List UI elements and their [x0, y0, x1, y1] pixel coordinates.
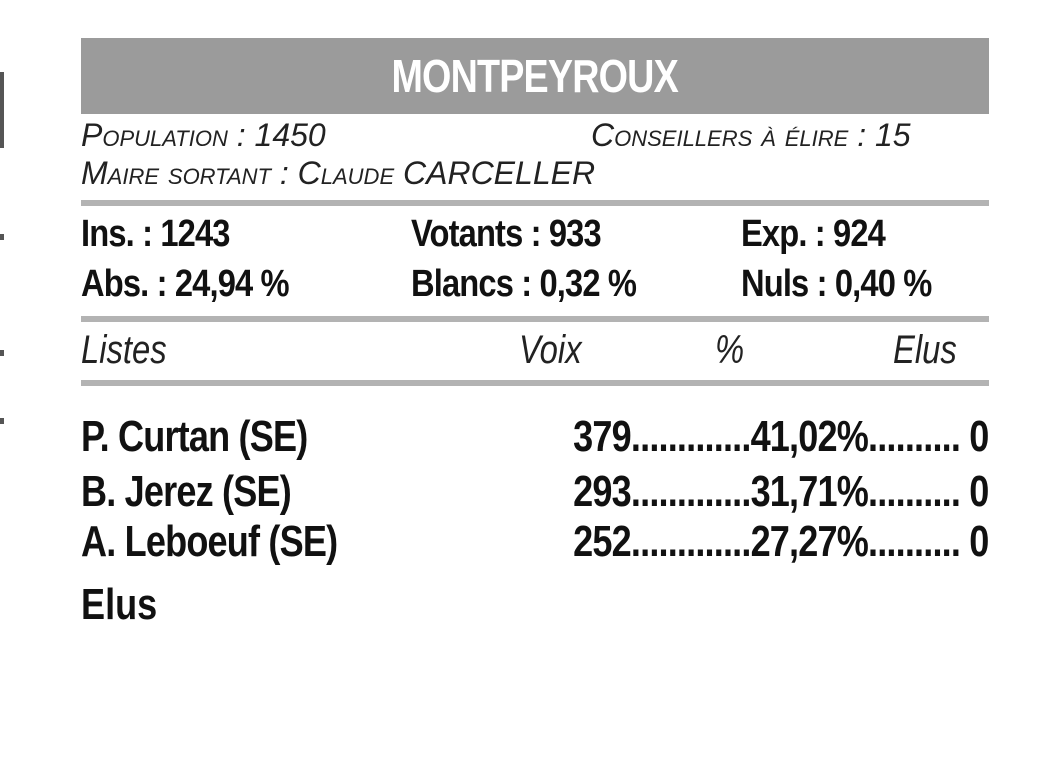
edge-mark [0, 234, 4, 240]
maire-text: Maire sortant : Claude CARCELLER [81, 155, 596, 191]
edge-mark [0, 350, 4, 356]
commune-title: MONTPEYROUX [391, 50, 679, 102]
list-figures: 293.............31,71%.......... 0 [573, 467, 989, 516]
column-elus: Elus [893, 328, 957, 372]
result-row [81, 467, 989, 517]
list-figures: 252.............27,27%.......... 0 [573, 517, 989, 566]
column-listes: Listes [81, 328, 167, 372]
blancs-stat: Blancs : 0,32 % [411, 263, 637, 305]
conseillers-text: Conseillers à élire : 15 [591, 117, 911, 153]
column-pct: % [715, 328, 745, 372]
list-figures: 379.............41,02%.......... 0 [573, 412, 989, 461]
results-list [81, 412, 989, 572]
edge-mark [0, 72, 4, 148]
stats-block [81, 206, 989, 306]
results-card [81, 38, 989, 630]
result-row [81, 517, 989, 572]
population-text: Population : 1450 [81, 117, 326, 153]
nuls-stat: Nuls : 0,40 % [741, 263, 932, 305]
title-bar [81, 38, 989, 114]
commune-info [81, 114, 989, 190]
list-name: B. Jerez (SE) [81, 467, 291, 516]
elus-label: Elus [81, 580, 158, 629]
result-row [81, 412, 989, 467]
abstention-stat: Abs. : 24,94 % [81, 263, 289, 305]
column-voix: Voix [519, 328, 582, 372]
votants-stat: Votants : 933 [411, 213, 601, 255]
edge-mark [0, 418, 4, 424]
list-name: P. Curtan (SE) [81, 412, 308, 461]
divider [81, 380, 989, 386]
inscrits-stat: Ins. : 1243 [81, 213, 230, 255]
column-header [81, 322, 989, 380]
list-name: A. Leboeuf (SE) [81, 517, 338, 566]
exprimes-stat: Exp. : 924 [741, 213, 885, 255]
